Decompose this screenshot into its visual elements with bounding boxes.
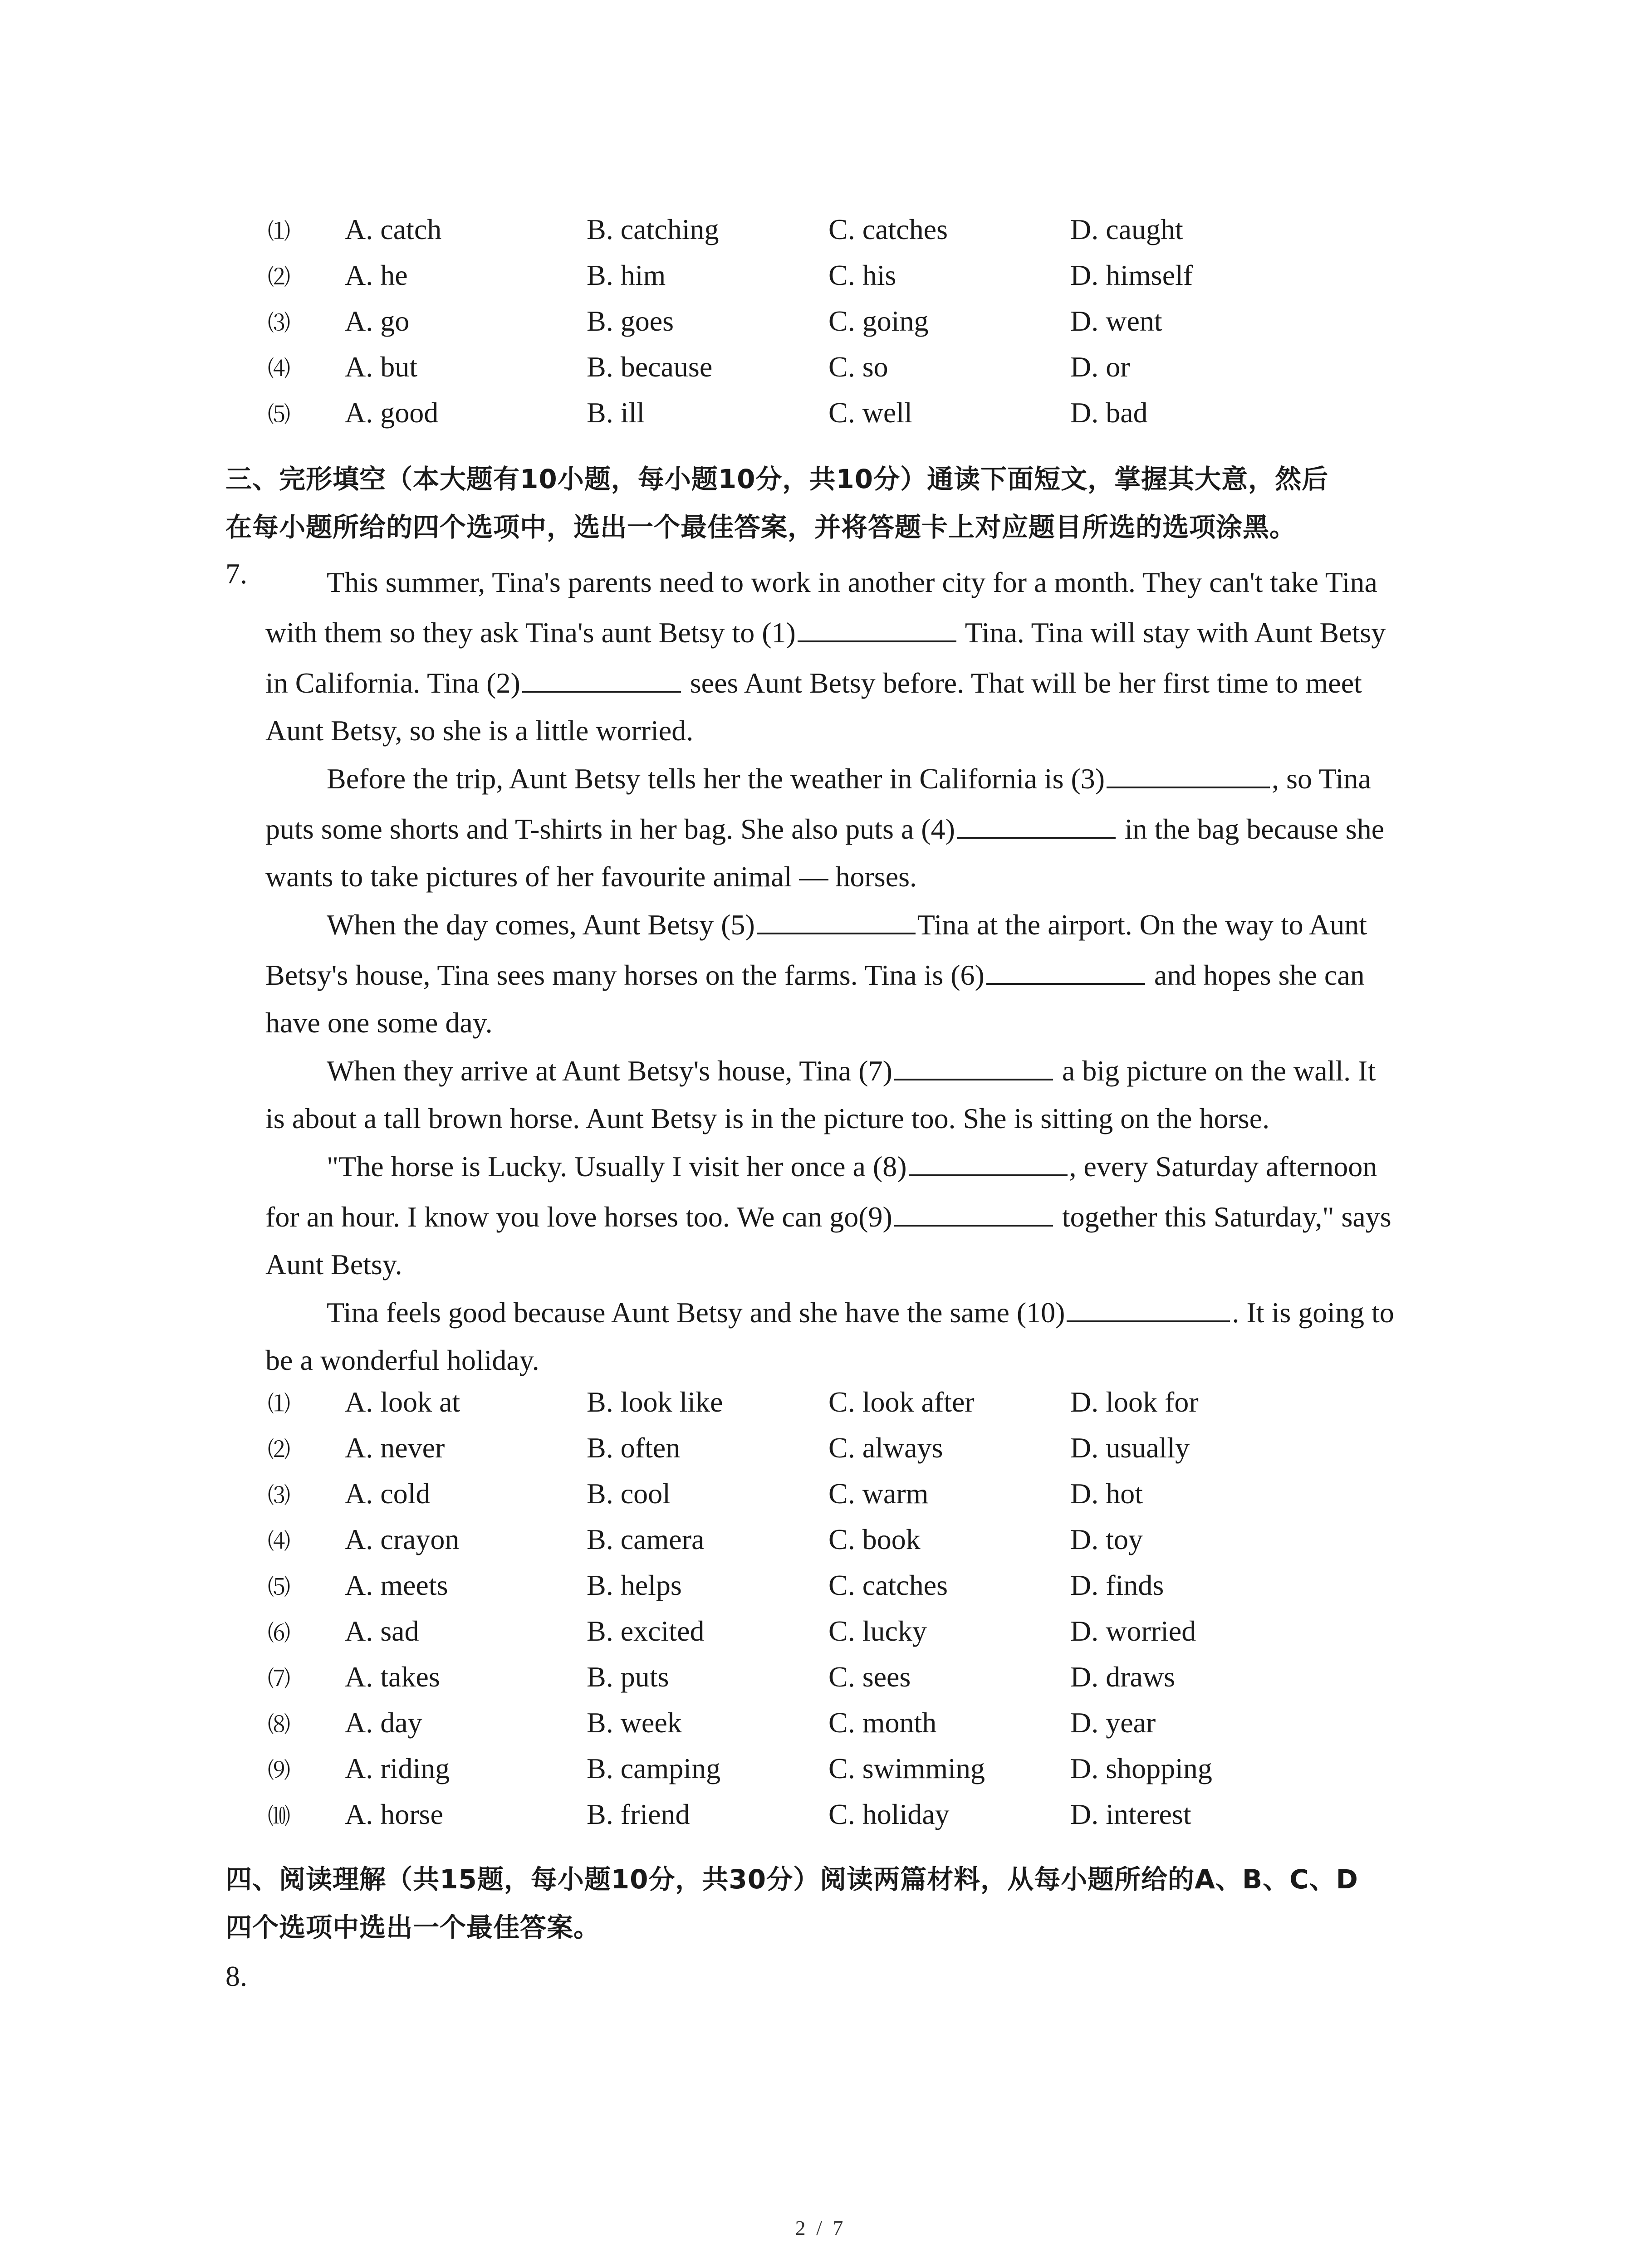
- passage-line: is about a tall brown horse. Aunt Betsy is in the picture too. She is sitting on the horse.: [265, 1102, 1270, 1134]
- option-row: [268, 1608, 1429, 1654]
- option-row: [268, 1745, 1429, 1791]
- option-c: C. holiday: [828, 1798, 950, 1830]
- blank-3[interactable]: [1107, 759, 1270, 788]
- q7-options-table: [268, 1379, 1429, 1837]
- option-number: ⑹: [268, 1620, 290, 1646]
- option-d: D. toy: [1070, 1523, 1143, 1555]
- option-number: ⑻: [268, 1711, 290, 1738]
- option-a: A. good: [345, 396, 439, 429]
- option-b: B. camping: [587, 1752, 721, 1784]
- option-b: B. because: [587, 351, 713, 383]
- option-b: B. him: [587, 259, 666, 291]
- option-d: D. or: [1070, 351, 1130, 383]
- blank-9[interactable]: [894, 1198, 1053, 1227]
- option-row: [268, 1700, 1429, 1745]
- option-row: [268, 1425, 1429, 1471]
- option-b: B. ill: [587, 396, 645, 429]
- passage-line: for an hour. I know you love horses too. We can go(9) together this Saturday," says: [265, 1192, 1454, 1242]
- option-a: A. look at: [345, 1386, 460, 1418]
- passage-line: This summer, Tina's parents need to work in another city for a month. They can't take Tina: [327, 566, 1377, 598]
- option-c: C. book: [828, 1523, 921, 1555]
- passage-line: "The horse is Lucky. Usually I visit her once a (8) , every Saturday afternoon: [265, 1141, 1454, 1192]
- prev-options-table: [268, 206, 1429, 435]
- option-b: B. puts: [587, 1661, 669, 1693]
- option-row: [268, 390, 1429, 435]
- option-row: [268, 1471, 1429, 1516]
- option-row: [268, 206, 1429, 252]
- option-b: B. friend: [587, 1798, 690, 1830]
- passage-line: have one some day.: [265, 1007, 493, 1039]
- passage-line: Aunt Betsy, so she is a little worried.: [265, 714, 694, 747]
- section4-heading: [225, 1855, 1460, 1951]
- passage-line: Before the trip, Aunt Betsy tells her the weather in California is (3) , so Tina: [265, 753, 1454, 804]
- section3-heading: [225, 455, 1460, 551]
- option-d: D. bad: [1070, 396, 1148, 429]
- option-number: ⑺: [268, 1666, 290, 1692]
- option-number: ⑸: [268, 401, 290, 428]
- option-c: C. sees: [828, 1661, 911, 1693]
- option-d: D. interest: [1070, 1798, 1191, 1830]
- passage-line: When they arrive at Aunt Betsy's house, Tina (7) a big picture on the wall. It: [265, 1046, 1454, 1096]
- option-a: A. crayon: [345, 1523, 460, 1555]
- section4-heading-line1: 四、阅读理解（共15题，每小题10分，共30分）阅读两篇材料，从每小题所给的A、B、C、D: [225, 1864, 1358, 1895]
- option-c: C. month: [828, 1706, 937, 1739]
- option-d: D. hot: [1070, 1477, 1143, 1510]
- option-number: ⑵: [268, 1437, 290, 1463]
- option-a: A. cold: [345, 1477, 431, 1510]
- option-a: A. day: [345, 1706, 422, 1739]
- passage-line: puts some shorts and T-shirts in her bag. She also puts a (4) in the bag because she: [265, 804, 1454, 854]
- blank-5[interactable]: [757, 905, 916, 934]
- option-c: C. catches: [828, 1569, 948, 1601]
- cloze-passage: [265, 557, 1454, 1383]
- option-a: A. never: [345, 1432, 445, 1464]
- option-number: ⑴: [268, 218, 290, 244]
- option-d: D. year: [1070, 1706, 1156, 1739]
- option-c: C. warm: [828, 1477, 929, 1510]
- option-b: B. look like: [587, 1386, 723, 1418]
- option-b: B. excited: [587, 1615, 705, 1647]
- option-number: ⑽: [268, 1803, 290, 1829]
- question-7-number: 7.: [225, 557, 247, 590]
- blank-2[interactable]: [522, 664, 681, 693]
- option-d: D. worried: [1070, 1615, 1196, 1647]
- option-a: A. he: [345, 259, 408, 291]
- blank-7[interactable]: [894, 1051, 1053, 1080]
- option-number: ⑴: [268, 1391, 290, 1417]
- option-number: ⑼: [268, 1757, 290, 1784]
- option-c: C. catches: [828, 213, 948, 245]
- section3-heading-line2: 在每小题所给的四个选项中，选出一个最佳答案，并将答题卡上对应题目所选的选项涂黑。: [225, 512, 1297, 543]
- passage-line: Betsy's house, Tina sees many horses on the farms. Tina is (6) and hopes she can: [265, 950, 1454, 1000]
- option-d: D. usually: [1070, 1432, 1190, 1464]
- option-row: [268, 344, 1429, 390]
- option-a: A. but: [345, 351, 417, 383]
- option-number: ⑸: [268, 1574, 290, 1600]
- passage-line: with them so they ask Tina's aunt Betsy to (1) Tina. Tina will stay with Aunt Betsy: [265, 607, 1454, 658]
- option-row: [268, 1791, 1429, 1837]
- option-c: C. lucky: [828, 1615, 927, 1647]
- option-c: C. his: [828, 259, 896, 291]
- option-a: A. takes: [345, 1661, 440, 1693]
- blank-6[interactable]: [986, 956, 1145, 985]
- option-row: [268, 1654, 1429, 1700]
- option-d: D. himself: [1070, 259, 1193, 291]
- option-d: D. caught: [1070, 213, 1183, 245]
- option-d: D. finds: [1070, 1569, 1164, 1601]
- option-c: C. going: [828, 305, 929, 337]
- section4-heading-line2: 四个选项中选出一个最佳答案。: [225, 1912, 601, 1943]
- option-d: D. draws: [1070, 1661, 1176, 1693]
- option-number: ⑵: [268, 264, 290, 290]
- option-number: ⑷: [268, 1528, 290, 1554]
- option-number: ⑷: [268, 356, 290, 382]
- option-b: B. cool: [587, 1477, 671, 1510]
- option-a: A. go: [345, 305, 410, 337]
- option-row: [268, 298, 1429, 344]
- option-b: B. week: [587, 1706, 682, 1739]
- option-a: A. horse: [345, 1798, 443, 1830]
- option-b: B. goes: [587, 305, 674, 337]
- blank-10[interactable]: [1067, 1293, 1230, 1322]
- passage-line: in California. Tina (2) sees Aunt Betsy before. That will be her first time to meet: [265, 658, 1454, 708]
- blank-4[interactable]: [957, 810, 1116, 839]
- passage-line: When the day comes, Aunt Betsy (5) Tina at the airport. On the way to Aunt: [265, 899, 1454, 950]
- option-c: C. well: [828, 396, 912, 429]
- passage-line: be a wonderful holiday.: [265, 1344, 539, 1376]
- passage-line: Aunt Betsy.: [265, 1248, 402, 1281]
- option-b: B. often: [587, 1432, 681, 1464]
- option-row: [268, 1516, 1429, 1562]
- option-b: B. helps: [587, 1569, 682, 1601]
- option-d: D. look for: [1070, 1386, 1199, 1418]
- option-a: A. riding: [345, 1752, 450, 1784]
- option-a: A. meets: [345, 1569, 448, 1601]
- option-c: C. swimming: [828, 1752, 985, 1784]
- option-row: [268, 252, 1429, 298]
- option-a: A. sad: [345, 1615, 419, 1647]
- option-number: ⑶: [268, 1482, 290, 1509]
- blank-1[interactable]: [798, 613, 956, 642]
- passage-line: wants to take pictures of her favourite animal — horses.: [265, 860, 917, 893]
- option-row: [268, 1379, 1429, 1425]
- page-number: 2 / 7: [795, 2216, 846, 2239]
- question-8-number: 8.: [225, 1960, 247, 1992]
- option-c: C. always: [828, 1432, 943, 1464]
- option-d: D. shopping: [1070, 1752, 1212, 1784]
- option-a: A. catch: [345, 213, 442, 245]
- option-b: B. camera: [587, 1523, 705, 1555]
- option-number: ⑶: [268, 310, 290, 336]
- passage-line: Tina feels good because Aunt Betsy and she have the same (10) . It is going to: [265, 1287, 1454, 1338]
- option-c: C. look after: [828, 1386, 975, 1418]
- option-d: D. went: [1070, 305, 1162, 337]
- blank-8[interactable]: [909, 1147, 1068, 1176]
- option-b: B. catching: [587, 213, 719, 245]
- option-row: [268, 1562, 1429, 1608]
- section3-heading-line1: 三、完形填空（本大题有10小题，每小题10分，共10分）通读下面短文，掌握其大意，然后: [225, 464, 1329, 494]
- option-c: C. so: [828, 351, 888, 383]
